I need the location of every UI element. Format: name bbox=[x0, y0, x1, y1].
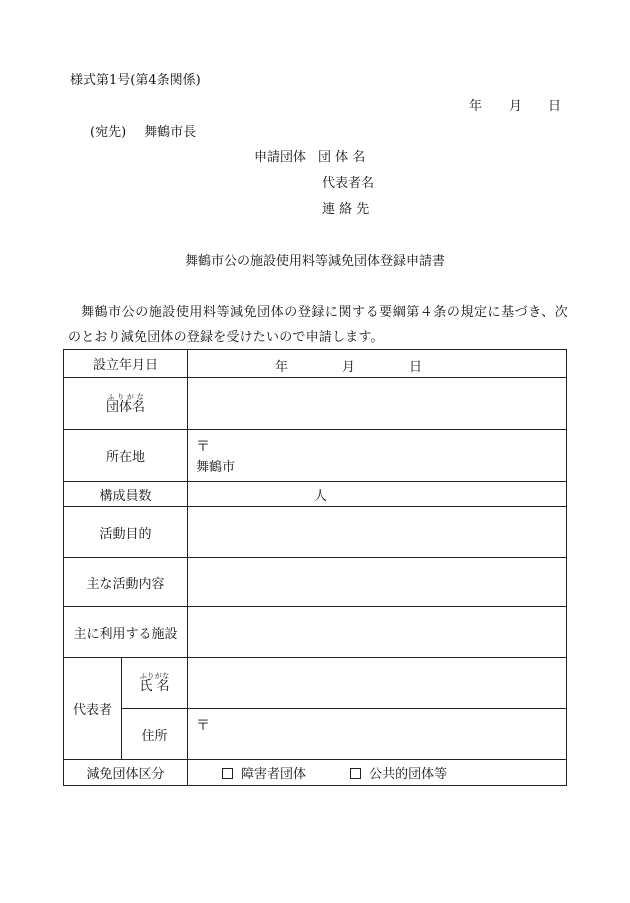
row-purpose bbox=[64, 507, 567, 558]
rep-address-label: 住所 bbox=[122, 709, 188, 760]
addressee-label: (宛先) bbox=[90, 125, 127, 140]
row-members bbox=[64, 482, 567, 507]
org-name-text: 団体名 bbox=[106, 399, 146, 415]
category-option-label: 障害者団体 bbox=[241, 767, 307, 782]
rep-name-label bbox=[122, 658, 188, 709]
row-rep-address bbox=[64, 709, 567, 760]
facilities-field[interactable] bbox=[188, 607, 567, 658]
category-label: 減免団体区分 bbox=[64, 760, 188, 786]
submission-date bbox=[0, 100, 630, 114]
form-number: 様式第1号(第4条関係) bbox=[70, 73, 201, 88]
established-date-label: 設立年月日 bbox=[64, 350, 188, 378]
est-day: 日 bbox=[409, 360, 423, 375]
location-postal-mark: 〒 bbox=[196, 439, 211, 455]
row-facilities bbox=[64, 607, 567, 658]
applicant-org-line bbox=[254, 151, 365, 164]
category-option-disability[interactable] bbox=[222, 763, 306, 782]
date-month: 月 bbox=[509, 99, 523, 114]
location-label: 所在地 bbox=[64, 430, 188, 482]
est-year: 年 bbox=[275, 360, 289, 375]
addressee-name: 舞鶴市長 bbox=[144, 125, 197, 140]
org-name-field[interactable] bbox=[188, 378, 567, 430]
applicant-org-name-label: 団 体 名 bbox=[318, 150, 366, 165]
org-name-label bbox=[64, 378, 188, 430]
document-title: 舞鶴市公の施設使用料等減免団体登録申請書 bbox=[184, 254, 445, 269]
addressee bbox=[90, 126, 196, 139]
members-field[interactable] bbox=[188, 482, 567, 507]
row-established-date bbox=[64, 350, 567, 378]
rep-name-field[interactable] bbox=[188, 658, 567, 709]
org-name-furigana: ふりがな bbox=[106, 392, 146, 401]
facilities-label: 主に利用する施設 bbox=[64, 607, 188, 658]
purpose-label: 活動目的 bbox=[64, 507, 188, 558]
body-text: 舞鶴市公の施設使用料等減免団体の登録に関する要綱第４条の規定に基づき、次のとおり減免団体の登録を受けたいので申請します。 bbox=[68, 305, 568, 345]
activities-field[interactable] bbox=[188, 558, 567, 607]
applicant-representative-label: 代表者名 bbox=[322, 176, 375, 191]
location-city: 舞鶴市 bbox=[196, 460, 236, 475]
application-form-table bbox=[63, 349, 567, 786]
members-label: 構成員数 bbox=[64, 482, 188, 507]
checkbox-icon[interactable] bbox=[350, 768, 361, 779]
row-org-name bbox=[64, 378, 567, 430]
row-location bbox=[64, 430, 567, 482]
activities-label: 主な活動内容 bbox=[64, 558, 188, 607]
checkbox-icon[interactable] bbox=[222, 768, 233, 779]
category-option-public[interactable] bbox=[350, 763, 447, 782]
representative-label: 代表者 bbox=[64, 658, 122, 760]
category-field bbox=[188, 760, 567, 786]
members-unit: 人 bbox=[314, 488, 328, 504]
rep-postal-mark: 〒 bbox=[196, 718, 211, 734]
applicant-contact-label: 連 絡 先 bbox=[322, 202, 370, 217]
est-month: 月 bbox=[342, 360, 356, 375]
row-category bbox=[64, 760, 567, 786]
purpose-field[interactable] bbox=[188, 507, 567, 558]
row-rep-name bbox=[64, 658, 567, 709]
rep-name-furigana: ふりがな bbox=[139, 672, 170, 680]
location-field[interactable] bbox=[188, 430, 567, 482]
rep-address-field[interactable] bbox=[188, 709, 567, 760]
category-option-label: 公共的団体等 bbox=[369, 767, 448, 782]
rep-name-text: 氏 名 bbox=[139, 679, 170, 694]
established-date-field[interactable] bbox=[188, 350, 567, 378]
date-day: 日 bbox=[548, 99, 562, 114]
date-year: 年 bbox=[469, 99, 483, 114]
row-activities bbox=[64, 558, 567, 607]
applicant-label: 申請団体 bbox=[254, 150, 307, 165]
